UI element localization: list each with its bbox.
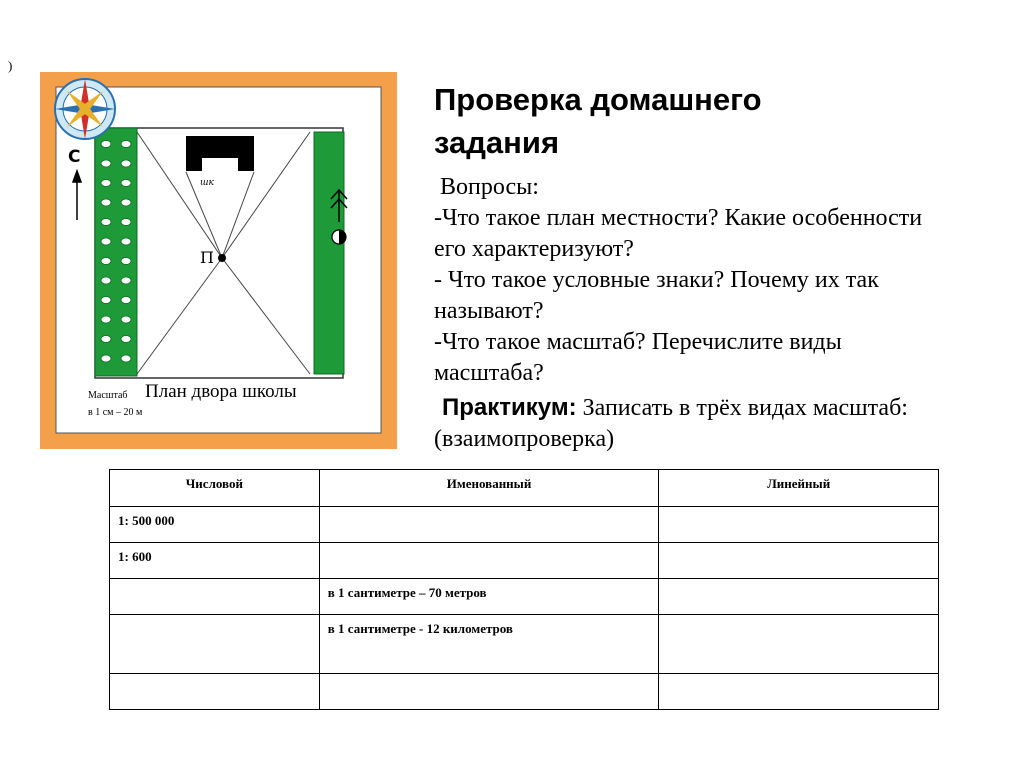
tree-oval (121, 316, 131, 323)
practicum-text: Записать в трёх видах масштаб: (576, 395, 908, 421)
right-forest-strip (314, 132, 344, 374)
tree-oval (121, 160, 131, 167)
table-cell[interactable] (659, 615, 939, 674)
corner-mark: ) (8, 58, 13, 73)
header-named: Именованный (319, 470, 659, 507)
header-linear: Линейный (659, 470, 939, 507)
tree-oval (121, 355, 131, 362)
map-scale-label: Масштаб (88, 390, 128, 401)
tree-oval (101, 258, 111, 265)
tree-oval (121, 277, 131, 284)
tree-oval (121, 219, 131, 226)
table-cell[interactable] (659, 579, 939, 615)
table-cell[interactable]: в 1 сантиметре – 70 метров (319, 579, 659, 615)
tree-oval (121, 258, 131, 265)
tree-oval (101, 219, 111, 226)
tree-oval (121, 199, 131, 206)
deciduous-icon (332, 230, 346, 244)
tree-oval (101, 297, 111, 304)
table-cell[interactable]: 1: 500 000 (110, 507, 320, 543)
question-line: -Что такое план местности? Какие особенности (434, 205, 923, 231)
table-cell[interactable] (659, 543, 939, 579)
question-line: его характеризуют? (434, 236, 634, 262)
table-cell[interactable] (319, 507, 659, 543)
scales-table (109, 469, 939, 710)
tree-oval (121, 336, 131, 343)
question-line: - Что такое условные знаки? Почему их так (434, 267, 879, 293)
title-line-2: задания (434, 125, 560, 160)
practicum-note: (взаимопроверка) (434, 426, 615, 452)
table-cell[interactable] (110, 615, 320, 674)
practicum-block (434, 392, 1014, 455)
header-numeric: Числовой (110, 470, 320, 507)
practicum-label: Практикум: (442, 394, 577, 421)
table-header-row (110, 470, 939, 507)
table-row (110, 543, 939, 579)
questions-heading: Вопросы: (440, 174, 539, 200)
tree-oval (101, 199, 111, 206)
tree-oval (101, 180, 111, 187)
page-title (434, 78, 994, 164)
table-cell[interactable] (659, 674, 939, 710)
table-cell[interactable]: 1: 600 (110, 543, 320, 579)
table-cell[interactable]: в 1 сантиметре - 12 километров (319, 615, 659, 674)
observation-point (218, 254, 226, 262)
tree-oval (101, 160, 111, 167)
table-row (110, 507, 939, 543)
questions-block (434, 172, 1014, 389)
point-label: П (200, 248, 214, 267)
tree-oval (121, 141, 131, 148)
tree-oval (121, 238, 131, 245)
table-row (110, 615, 939, 674)
school-label: шк (200, 178, 214, 188)
table-row (110, 674, 939, 710)
tree-oval (101, 336, 111, 343)
north-label: С (68, 147, 81, 167)
table-cell[interactable] (319, 674, 659, 710)
question-line: называют? (434, 298, 544, 324)
map-caption: План двора школы (145, 381, 297, 402)
question-line: -Что такое масштаб? Перечислите виды (434, 329, 842, 355)
map-scale-value: в 1 см – 20 м (88, 407, 143, 418)
table-row (110, 579, 939, 615)
table-cell[interactable] (110, 579, 320, 615)
title-line-1: Проверка домашнего (434, 82, 762, 117)
school-yard-map (40, 72, 397, 449)
tree-oval (101, 277, 111, 284)
table-cell[interactable] (659, 507, 939, 543)
tree-oval (101, 355, 111, 362)
table-cell[interactable] (319, 543, 659, 579)
tree-oval (121, 297, 131, 304)
question-line: масштаба? (434, 360, 544, 386)
tree-oval (121, 180, 131, 187)
table-cell[interactable] (110, 674, 320, 710)
tree-oval (101, 141, 111, 148)
tree-oval (101, 316, 111, 323)
tree-oval (101, 238, 111, 245)
compass-rose-icon (55, 79, 115, 139)
